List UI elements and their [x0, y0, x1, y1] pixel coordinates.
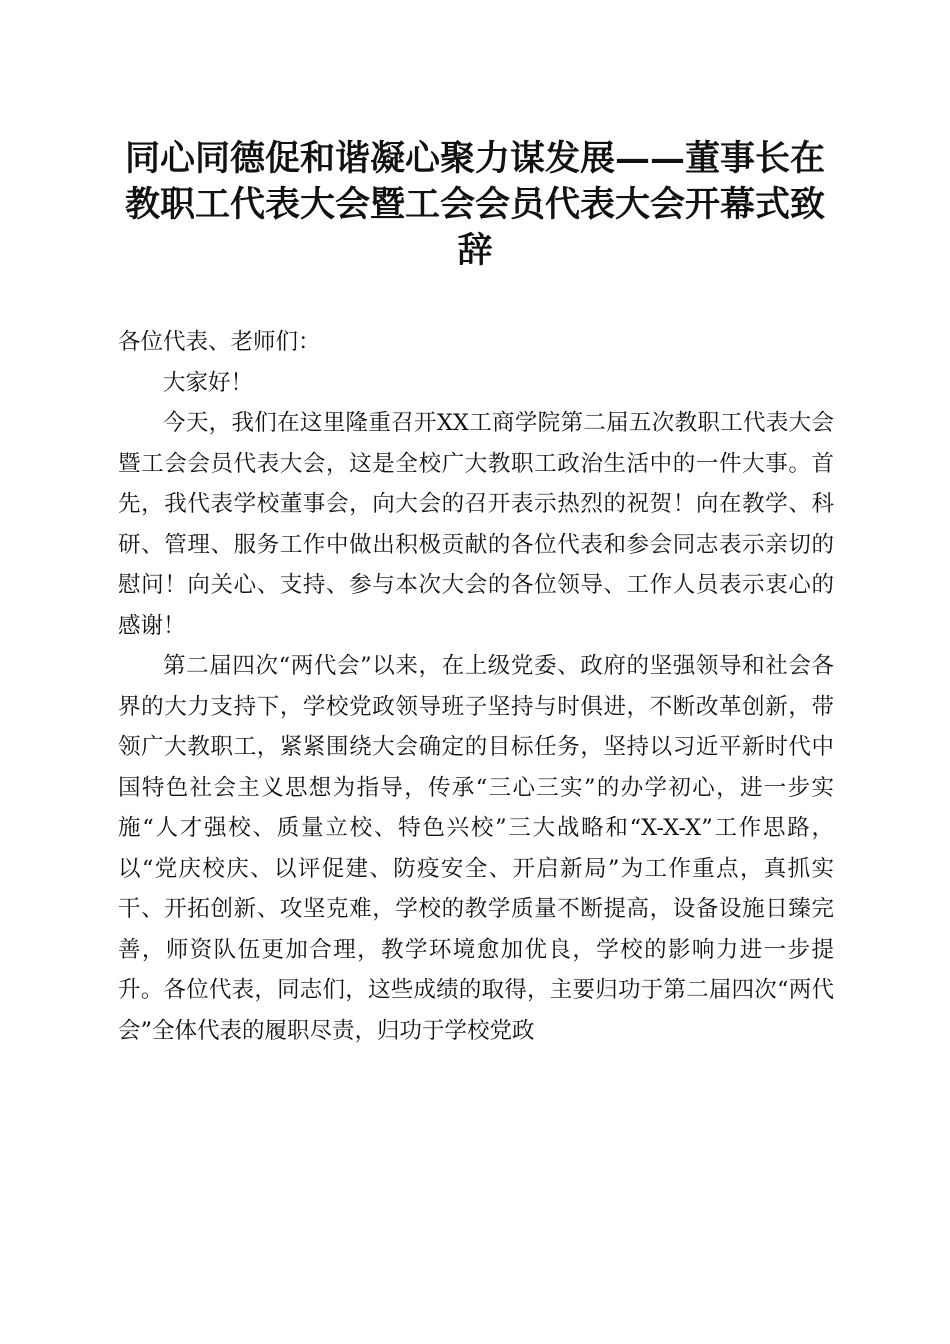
opening-paragraph: 今天，我们在这里隆重召开XX工商学院第二届五次教职工代表大会暨工会会员代表大会，这是全校广大教职工政治生活中的一件大事。首先，我代表学校董事会，向大会的召开表示热烈的祝贺！向在教学、科研、管理、服务工作中做出积极贡献的各位代表和参会同志表示亲切的慰问！向关心、支持、参与本次大会的各位领导、工作人员表示衷心的感谢！ [118, 410, 834, 639]
salutation: 各位代表、老师们： [118, 329, 321, 355]
document-title: 同心同德促和谐凝心聚力谋发展——董事长在教职工代表大会暨工会会员代表大会开幕式致辞 [124, 138, 825, 271]
achievements-paragraph: 第二届四次“两代会”以来，在上级党委、政府的坚强领导和社会各界的大力支持下，学校党政领导班子坚持与时俱进，不断改革创新，带领广大教职工，紧紧围绕大会确定的目标任务，坚持以习近平新时代中国特色社会主义思想为指导，传承“三心三实”的办学初心，进一步实施“人才强校、质量立校、特色兴校”三大战略和“X-X-X”工作思路，以“党庆校庆、以评促建、防疫安全、开启新局”为工作重点，真抓实干、开拓创新、攻坚克难，学校的教学质量不断提高，设备设施日臻完善，师资队伍更加合理，教学环境愈加优良，学校的影响力进一步提升。各位代表，同志们，这些成绩的取得，主要归功于第二届四次“两代会”全体代表的履职尽责，归功于学校党政 [118, 653, 834, 1044]
document-body [118, 322, 834, 1051]
greeting-paragraph: 大家好！ [163, 369, 254, 396]
